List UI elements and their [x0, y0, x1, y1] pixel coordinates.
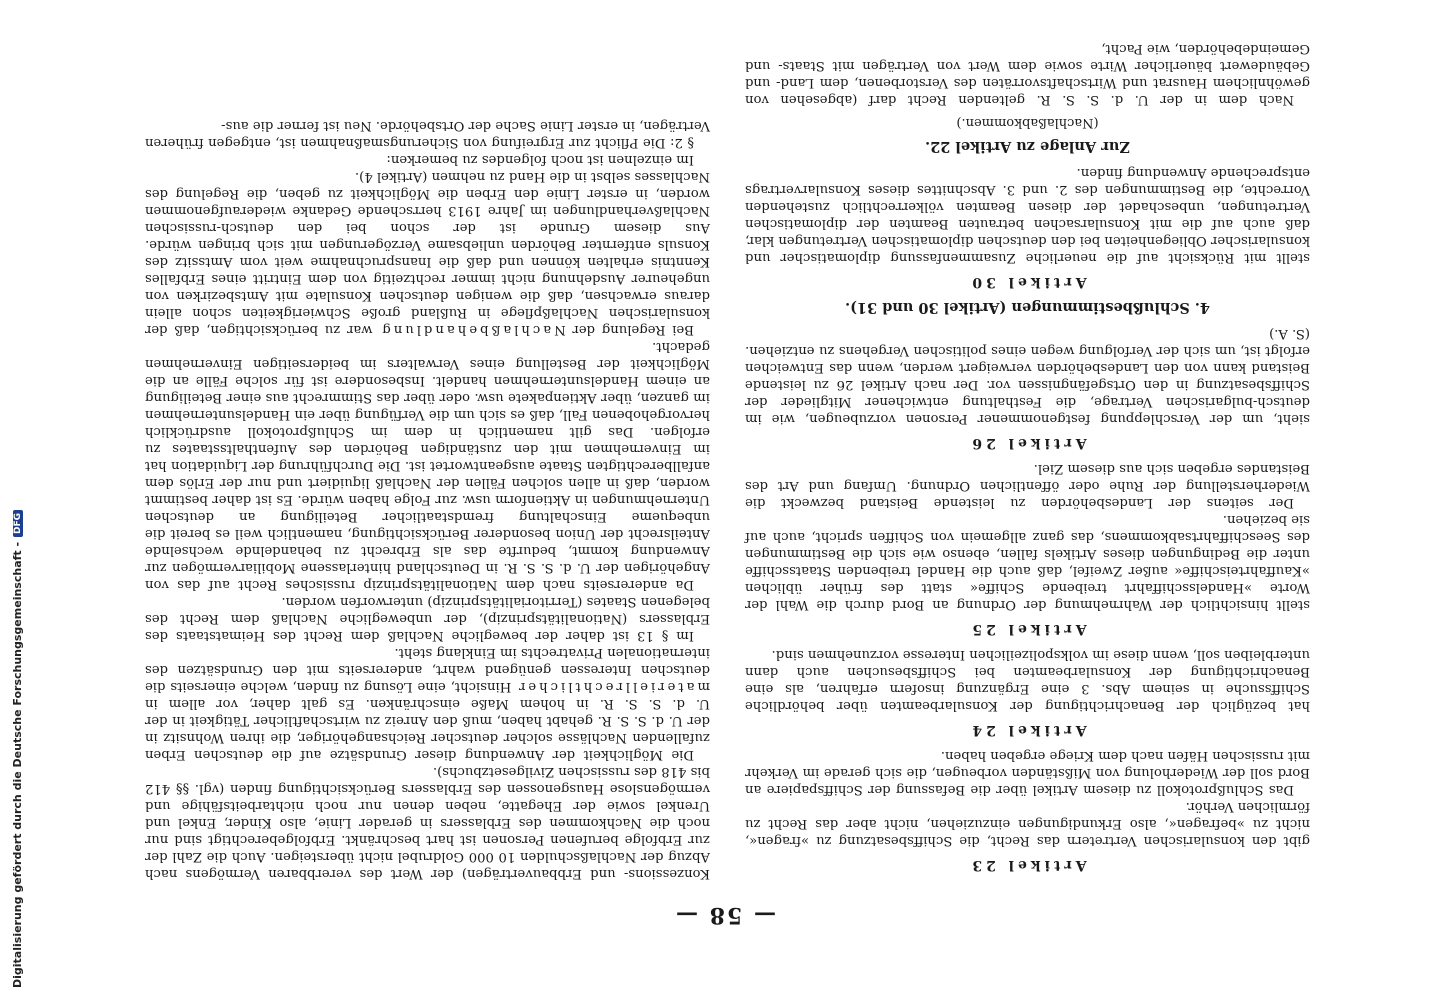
estate-handling-text	[145, 168, 710, 338]
article-25-heading: Artikel 25	[968, 621, 1087, 637]
nationality-principle-text: Da andererseits nach dem Nationalitätsprinzip russisches Recht auf das von Angehörigen der U. d. S. S. R. in Deutschland hinterlassene Mobiliarvermögen zur Anwendung kommt, bedurfte das als Erbrecht zu behandelnde wechselnde Anteilsrecht der Union besonderer Berücksichtigung, namentlich weil es bereit die unbequeme Einschaltung fremdstaatlicher Beteiligung an deutschen Unternehmungen in Aktienform usw. zur Folge haben würde. Es ist daher bestimmt worden, daß in allen solchen Fällen der Nachlaß liquidiert und nur der Erlös dem anfallberechtigten Staate ausgeantwortet ist. Die Durchführung der Liquidation hat im Einvernehmen mit den zuständigen Behörden des Aufenthaltsstaates zu erfolgen. Das gilt namentlich in dem im Schlußprotokoll ausdrücklich hervorgehobenen Fall, daß es sich um die Verfügung über ein Handelsunternehmen im ganzen, über Aktienpakete usw. oder über das Stimmrecht aus einer Beteiligung an einem Handelsunternehmen handelt. Insbesondere ist für solche Fälle an die Möglichkeit der Bestellung eines Verwalters im beiderseitigen Einvernehmen gedacht.	[145, 339, 710, 592]
credit-text: Digitalisierung gefördert durch die Deutsche Forschungsgemeinschaft -	[11, 541, 24, 988]
principles-emphasis: materiellrechtlicher	[516, 679, 710, 694]
final-provisions-heading: 4. Schlußbestimmungen (Artikel 30 und 31).	[845, 299, 1210, 316]
document-sheet	[140, 41, 1310, 930]
annex-text: Nach dem in der U. d. S. S. R. geltenden Recht darf (abgesehen von gewöhnlichem Hausrat und Wirtschaftsvorräten des Verstorbenen, dem Land- und Gebäudewert bäuerlicher Wirte sowie dem Wert von Verträgen mit Staats- und Gemeindebehörden, wie Pacht,	[745, 41, 1310, 107]
right-column	[145, 117, 710, 882]
article-23-text: gibt den konsularischen Vertretern das Recht, die Schiffsbesatzung zu »fragen«, nicht zu »befragen«, also Erkundigungen einzuziehen, nicht aber das Recht zu förmlichen Verhör.	[745, 799, 1310, 848]
article-30-text: stellt mit Rücksicht auf die neuerliche Zusammenfassung diplomatischer und konsularischer Obliegenheiten bei den deutschen diplomatischen Vertretungen klar, daß auch auf die mit Konsularsachen betrauten Beamten der diplomatischen Vertretungen, unbeschadet der diesen Beamten völkerrechtlich zustehenden Vorrechte, die Bestimmungen des 2. und 3. Abschnittes dieses Konsularvertrags entsprechende Anwendung finden.	[745, 165, 1310, 265]
article-25-text: stellt hinsichtlich der Wahrnehmung der Ordnung an Bord durch die Wahl der Worte »Handelsschiffahrt treibende Schiffe« statt des früher üblichen »Kauffahrteischiffe« außer Zweifel, daß auch die Handel treibenden Staatsschiffe unter die Bedingungen dieses Artikels fallen, ebenso wie sich die Bestimmungen des Seeschiffahrtsabkommens, das ganz allgemein von Schiffen spricht, auch auf sie beziehen.	[745, 512, 1310, 612]
principles-text-lead: Die Möglichkeit der Anwendung dieser Grundsätze auf die deutschen Erben zufallenden Nachlässe solcher deutscher Reichsangehöriger, die ihren Wohnsitz in der U. d. S. S. R. gehabt haben, muß den Anreiz zu wirtschaftlicher Tätigkeit in der U. d. S. S. R. in hohem Maße einschränken. Es galt daher, vor allem in	[145, 696, 710, 762]
article-25-assistance-text: Der seitens der Landesbehörden zu leistende Beistand bezweckt die Wiederherstellung der Ruhe oder öffentlichen Ordnung. Umfang und Art des Beistandes ergeben sich aus diesem Ziel.	[745, 461, 1310, 510]
article-23-heading: Artikel 23	[968, 857, 1087, 873]
article-26-heading: Artikel 26	[968, 435, 1087, 451]
dfg-logo-icon: DFG	[13, 510, 23, 537]
article-26-text: sieht, um der Verschleppung festgenommener Personen vorzubeugen, wie im deutsch-bulgarischen Vertrage, die Festhaltung entwichener Mitglieder der Schiffsbesatzung in den Ortsgefängnissen vor. Der nach Artikel 26 zu leistende Beistand kann von den Landesbehörden verweigert werden, wenn das Entweichen erfolgt ist, um sich der Verfolgung wegen eines politischen Vergehens zu entziehen. (S. A.)	[745, 326, 1310, 426]
article-24-text: hat bezüglich der Benachrichtigung der Konsularbeamten über behördliche Schiffssuche in seinem Abs. 3 eine Ergänzung insofern erfahren, als eine Benachrichtigung der Konsularbeamten bei Schiffsbesuchen auch dann unterbleiben soll, wenn diese im volkspolizeilichen Interesse vorzunehmen sind.	[745, 647, 1310, 713]
annex-heading: Zur Anlage zu Artikel 22.	[925, 138, 1130, 155]
annex-subheading: (Nachlaßabkommen.)	[956, 115, 1099, 130]
estate-handling-lead: Bei Regelung der	[572, 322, 694, 337]
page-number: — 58 —	[674, 902, 776, 928]
principles-text-cont: Hinsicht, eine Lösung zu finden, welche einerseits die deutschen Interessen genügend wahrt, andererseits mit den Grundsätzen des internationalen Privatrechts im Einklang steht.	[145, 645, 710, 694]
article-23-protocol-text: Das Schlußprotokoll zu diesem Artikel über die Befassung der Schiffspapiere an Bord soll der Wiederholung von Mißständen vorbeugen, die sich gerade im Verkehr mit russischen Häfen nach dem Kriege ergeben haben.	[745, 748, 1310, 797]
estate-handling-cont: war zu berücksichtigen, daß der konsularischen Nachlaßpflege in Rußland große Schwierigkeiten schon allein daraus erwachsen, daß die wenigen deutschen Konsulate mit Amtsbezirken von ungeheurer Ausdehnung nicht immer rechtzeitig von dem Eintritt eines Erbfalles Kenntnis erhalten können und daß die Inanspruchnahme weit vom Amtssitz des Konsuls entfernter Behörden unliebsame Verzögerungen mit sich bringen würde. Aus diesem Grunde ist der schon bei den deutsch-russischen Nachlaßverhandlungen im Jahre 1913 herrschende Gedanke wiederaufgenommen worden, in erster Linie den Erben die Möglichkeit zu geben, die Regelung des Nachlasses selbst in die Hand zu nehmen (Artikel 4).	[145, 169, 710, 337]
paragraph-2-text: § 2: Die Pflicht zur Ergreifung von Sicherungsmaßnahmen ist, entgegen früheren Verträgen, in erster Linie Sache der Ortsbehörde. Neu ist ferner die aus-	[145, 118, 710, 150]
inheritance-value-text: Konzessions- und Erbbauverträgen) der Wert des vererbbaren Vermögens nach Abzug der Nachlaßschulden 10 000 Goldrubel nicht übersteigen. Auch die Zahl der zur Erbfolge berufenen Personen ist hart beschränkt. Erbfolgeberechtigt sind nur noch die Nachkommen des Erblassers in gerader Linie, also Kinder, Enkel und Urenkel sowie der Ehegatte, neben denen nur noch nichtarbeitsfähige und vermögenslose Hausgenossen des Erblassers Berücksichtigung finden (vgl. §§ 412 bis 418 des russischen Zivilgesetzbuchs).	[145, 764, 710, 881]
digitization-credit-bar	[0, 0, 22, 1000]
article-24-heading: Artikel 24	[968, 722, 1087, 738]
article-30-heading: Artikel 30	[968, 274, 1087, 290]
left-column	[745, 40, 1310, 882]
principles-text	[145, 644, 710, 763]
estate-handling-emphasis: Nachlaßbehandlung	[379, 322, 566, 337]
details-intro-text: Im einzelnen ist noch folgendes zu bemerken:	[386, 152, 694, 167]
paragraph-13-text: Im § 13 ist daher der bewegliche Nachlaß dem Recht des Heimatstaats des Erblassers (Nationalitätsprinzip), der unbewegliche Nachlaß dem Recht des belegenen Staates (Territorialitätsprinzip) unterworfen worden.	[145, 594, 710, 643]
digitization-credit	[11, 510, 24, 988]
